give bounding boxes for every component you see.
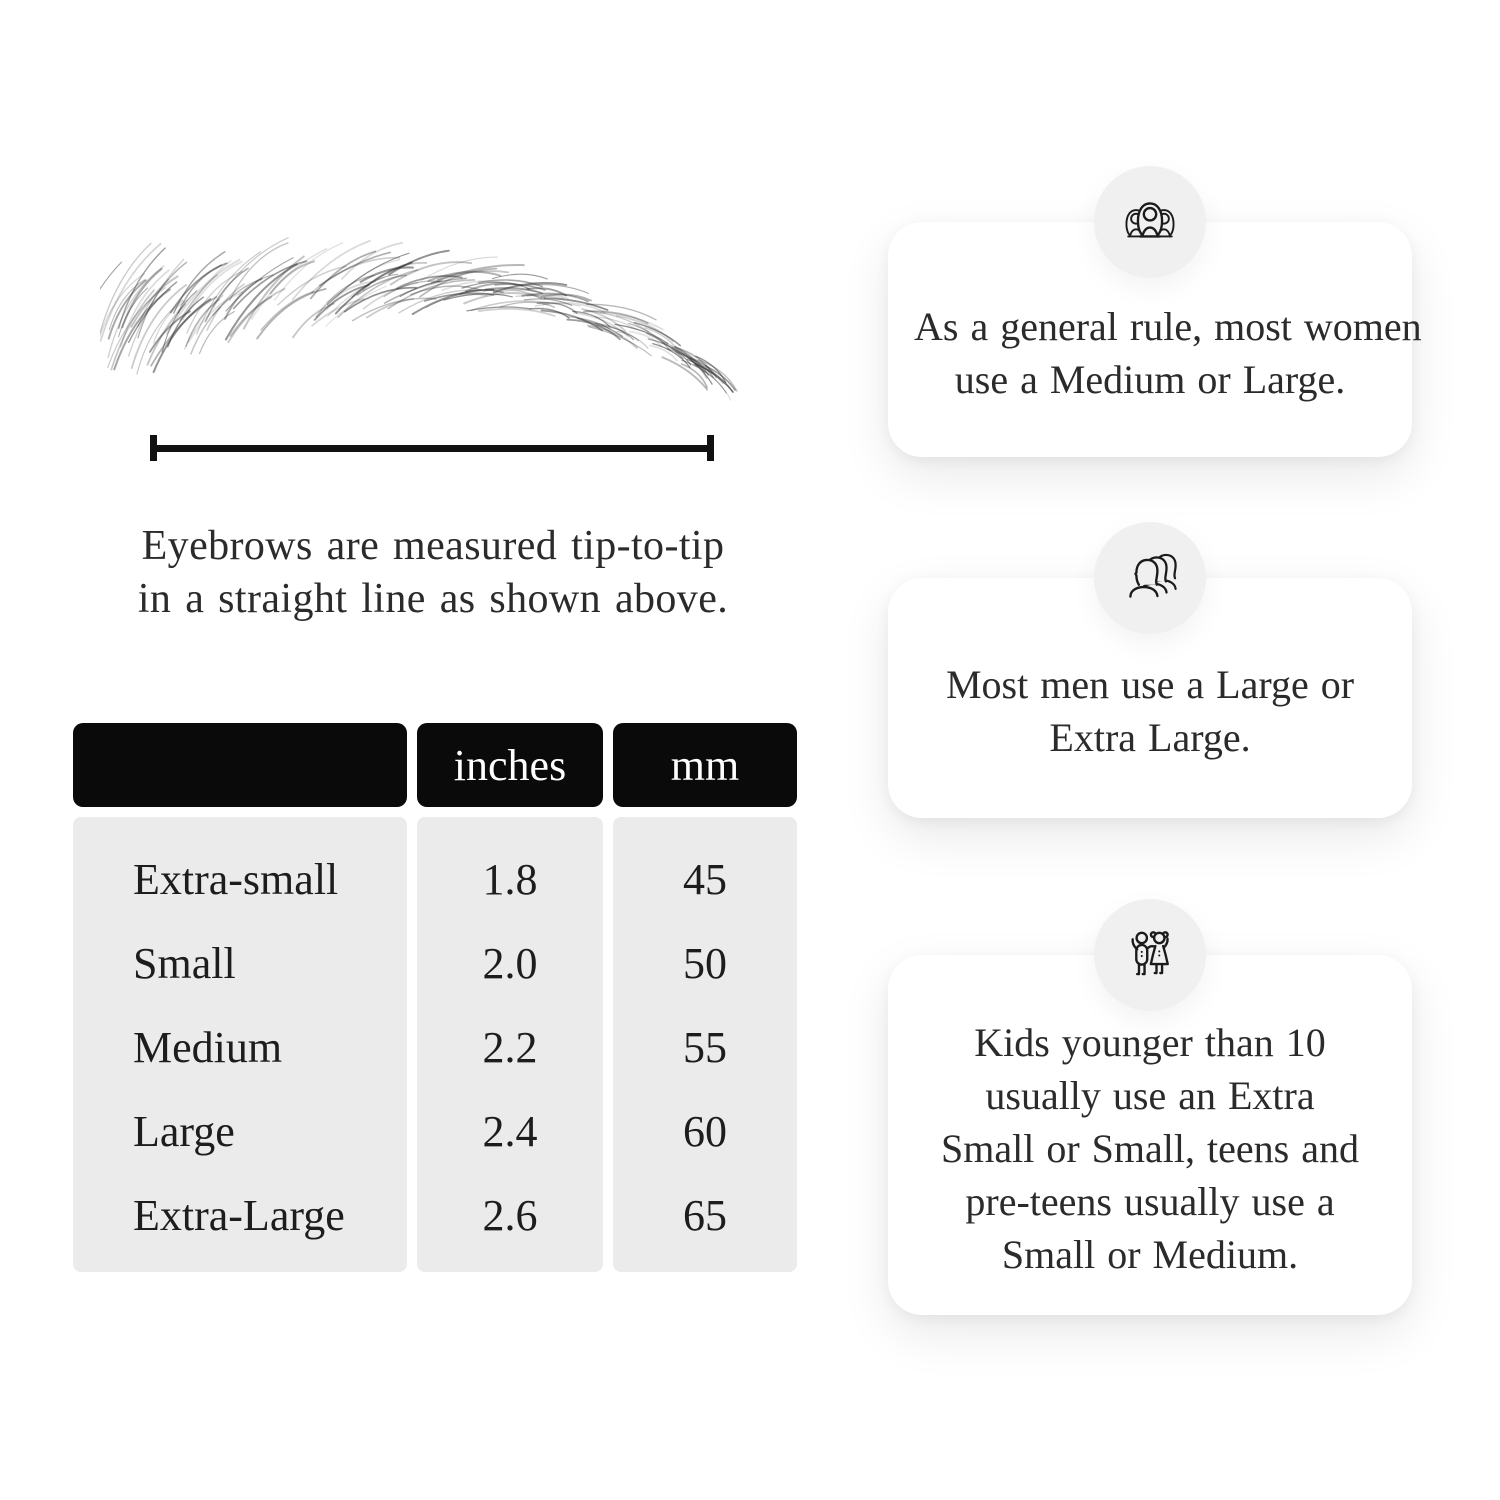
table-cell-size: Extra-Large <box>133 1191 345 1241</box>
women-icon <box>1117 189 1183 255</box>
table-cell-mm: 55 <box>683 1023 727 1072</box>
table-cell-size: Extra-small <box>133 854 339 904</box>
advice-card-kids <box>888 955 1412 1315</box>
size-table <box>73 723 797 1272</box>
table-column-mm <box>613 817 797 1272</box>
table-cell-inches: 2.6 <box>482 1191 538 1241</box>
table-column-size <box>73 817 407 1272</box>
icon-circle <box>1094 899 1206 1011</box>
icon-circle <box>1094 166 1206 278</box>
caption-line: Eyebrows are measured tip-to-tip <box>141 523 725 569</box>
kids-icon <box>1117 922 1183 988</box>
size-table-header <box>73 723 797 807</box>
table-cell-mm: 65 <box>683 1191 727 1241</box>
table-cell-inches: 2.0 <box>482 938 538 988</box>
table-cell-size: Large <box>133 1107 235 1157</box>
measurement-caption <box>70 520 796 626</box>
card-text <box>914 1016 1386 1281</box>
table-cell-inches: 1.8 <box>482 854 538 904</box>
table-column-inches <box>417 817 603 1272</box>
advice-card-women <box>888 222 1422 457</box>
card-text-line: Most men use a Large or <box>945 662 1355 707</box>
card-text-line: Small or Small, teens and <box>941 1125 1359 1171</box>
table-cell-mm: 45 <box>683 854 727 904</box>
card-text-line: usually use an Extra <box>985 1072 1315 1118</box>
table-cell-mm: 60 <box>683 1107 727 1157</box>
card-text-line: Extra Large. <box>1049 715 1251 760</box>
card-text-line: use a Medium or Large. <box>954 356 1346 402</box>
table-cell-inches: 2.2 <box>482 1023 538 1072</box>
table-cell-mm: 50 <box>683 938 727 988</box>
measurement-endcap-right <box>707 435 714 461</box>
eyebrow-illustration <box>100 223 740 413</box>
size-table-body <box>73 817 797 1272</box>
card-text-line: pre-teens usually use a <box>965 1178 1335 1224</box>
icon-circle <box>1094 522 1206 634</box>
table-header-inches: inches <box>417 723 603 807</box>
table-cell-size: Small <box>133 938 236 988</box>
measurement-line <box>150 435 714 461</box>
measurement-bar <box>150 445 714 452</box>
table-cell-size: Medium <box>133 1023 283 1072</box>
card-text-line: Kids younger than 10 <box>974 1019 1326 1065</box>
table-header-mm: mm <box>613 723 797 807</box>
card-text <box>914 300 1422 406</box>
caption-line: in a straight line as shown above. <box>137 576 729 622</box>
advice-card-men <box>888 578 1412 818</box>
table-cell-inches: 2.4 <box>482 1107 538 1157</box>
card-text-line: As a general rule, most women <box>914 303 1422 349</box>
card-text <box>914 658 1386 764</box>
men-icon <box>1117 545 1183 611</box>
card-text-line: Small or Medium. <box>1001 1231 1299 1277</box>
table-header-size <box>73 723 407 807</box>
